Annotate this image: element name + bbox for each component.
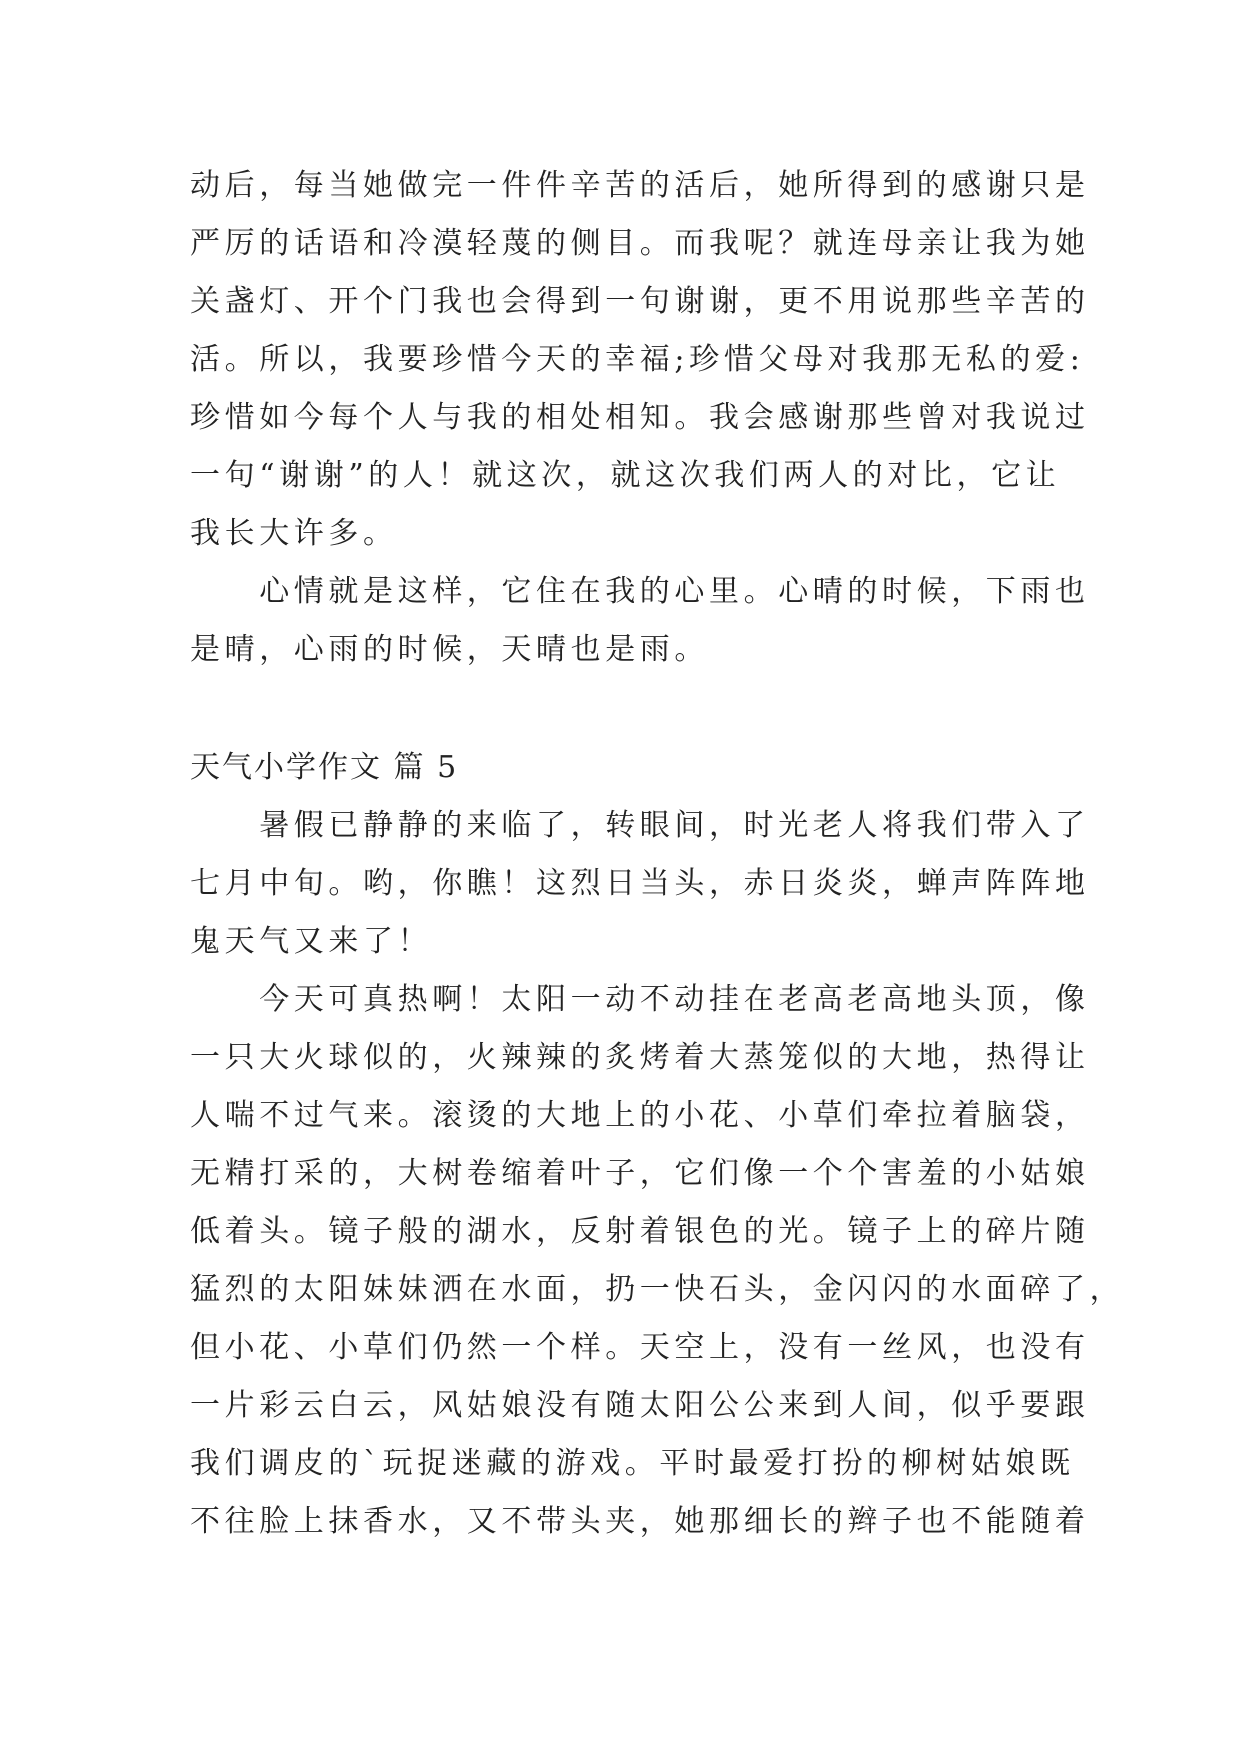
text-line: 一只大火球似的，火辣辣的炙烤着大蒸笼似的大地，热得让 [190, 1040, 1090, 1075]
text-line: 活。所以，我要珍惜今天的幸福;珍惜父母对我那无私的爱: [190, 342, 1085, 377]
text-line: 严厉的话语和冷漠轻蔑的侧目。而我呢？就连母亲让我为她 [190, 226, 1090, 261]
text-line: 但小花、小草们仍然一个样。天空上，没有一丝风，也没有 [190, 1330, 1090, 1365]
text-line: 猛烈的太阳妹妹洒在水面，扔一快石头，金闪闪的水面碎了， [190, 1272, 1125, 1307]
text-line: 我长大许多。 [190, 516, 398, 551]
text-line: 今天可真热啊！太阳一动不动挂在老高老高地头顶，像 [190, 982, 1090, 1017]
text-line: 鬼天气又来了！ [190, 924, 433, 959]
text-line: 不往脸上抹香水，又不带头夹，她那细长的辫子也不能随着 [190, 1504, 1090, 1539]
text-line: 动后，每当她做完一件件辛苦的活后，她所得到的感谢只是 [190, 168, 1090, 203]
text-line: 珍惜如今每个人与我的相处相知。我会感谢那些曾对我说过 [190, 400, 1090, 435]
essay-continuation [190, 157, 1090, 679]
text-line: 人喘不过气来。滚烫的大地上的小花、小草们牵拉着脑袋， [190, 1098, 1090, 1133]
text-line: 关盏灯、开个门我也会得到一句谢谢，更不用说那些辛苦的 [190, 284, 1090, 319]
text-line: 无精打采的，大树卷缩着叶子，它们像一个个害羞的小姑娘 [190, 1156, 1090, 1191]
text-line: 我们调皮的`玩捉迷藏的游戏。平时最爱打扮的柳树姑娘既 [190, 1446, 1075, 1481]
text-line: 七月中旬。哟，你瞧！这烈日当头，赤日炎炎，蝉声阵阵地 [190, 866, 1090, 901]
text-line: 心情就是这样，它住在我的心里。心晴的时候，下雨也 [190, 574, 1090, 609]
text-line: 一句“谢谢”的人！就这次，就这次我们两人的对比，它让 [190, 458, 1061, 493]
text-line: 一片彩云白云，风姑娘没有随太阳公公来到人间，似乎要跟 [190, 1388, 1090, 1423]
text-line: 是晴，心雨的时候，天晴也是雨。 [190, 632, 709, 667]
essay-heading: 天气小学作文 篇 5 [190, 750, 459, 785]
text-line: 暑假已静静的来临了，转眼间，时光老人将我们带入了 [190, 808, 1090, 843]
essay-5 [190, 739, 1125, 1551]
text-line: 低着头。镜子般的湖水，反射着银色的光。镜子上的碎片随 [190, 1214, 1090, 1249]
